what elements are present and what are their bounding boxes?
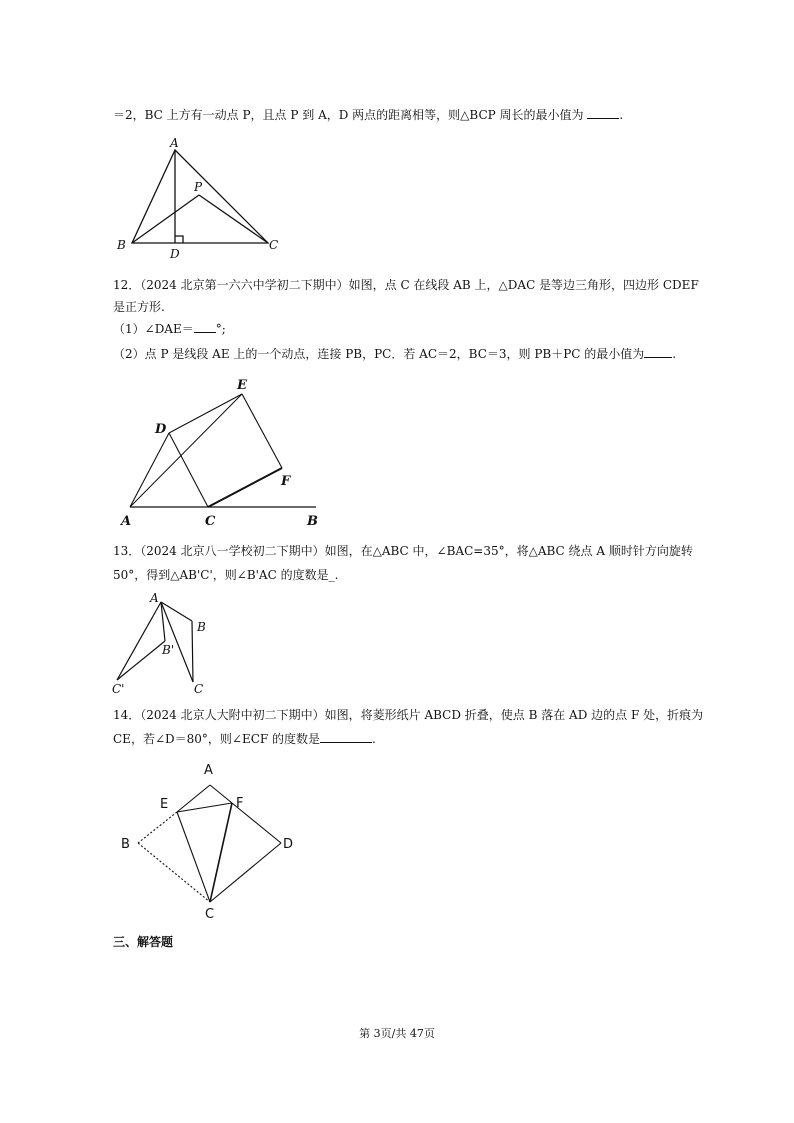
section-heading: 三、解答题	[113, 935, 174, 949]
q14-crease-ec	[177, 812, 210, 902]
q13-line2: 50°，得到△AB'C'，则∠B'AC 的度数是_.	[113, 568, 339, 582]
page-footer: 第 3页/共 47页	[359, 1027, 435, 1040]
q11-label-a: A	[170, 136, 179, 150]
q14-segment-af	[210, 785, 232, 803]
q12-label-a: A	[121, 514, 132, 529]
q14-label-e: E	[160, 797, 169, 812]
q13-line1: 13．（2024 北京八一学校初二下期中）如图，在△ABC 中，∠BAC=35°，将△ABC 绕点 A 顺时针方向旋转	[113, 544, 693, 558]
q14-line2-tail: .	[372, 732, 376, 746]
q14-dashed-eb	[138, 812, 177, 843]
q14-label-f: F	[236, 796, 244, 811]
q12-label-e: E	[237, 378, 247, 393]
q12-label-b: B	[307, 514, 318, 529]
q14-line1: 14．（2024 北京人大附中初二下期中）如图，将菱形纸片 ABCD 折叠，使点 B 落在 AD 边的点 F 处，折痕为	[113, 708, 704, 722]
q11-text-main: ＝2，BC 上方有一动点 P，且点 P 到 A，D 两点的距离相等，则△BCP 周长的最小值为	[113, 108, 584, 122]
q14-label-a: A	[204, 763, 213, 778]
q12-label-c: C	[205, 514, 216, 529]
q11-text-tail: .	[619, 108, 624, 122]
q12-label-f: F	[281, 474, 291, 489]
q13-label-b: B	[197, 620, 206, 634]
q12-label-d: D	[155, 422, 167, 437]
q13-label-a: A	[150, 591, 159, 605]
q13-label-c: C	[194, 682, 204, 696]
q13-label-c-prime: C'	[112, 682, 125, 696]
q12-line2: 是正方形.	[113, 300, 165, 314]
q11-label-p: P	[194, 180, 203, 194]
q13-label-b-prime: B'	[162, 643, 175, 657]
q11-label-c: C	[269, 238, 279, 252]
q12-line1: 12．（2024 北京第一六六中学初二下期中）如图，点 C 在线段 AB 上，△DAC 是等边三角形，四边形 CDEF	[113, 278, 699, 292]
q14-label-d: D	[283, 837, 294, 852]
q11-label-d: D	[170, 247, 180, 261]
q11-label-b: B	[117, 238, 126, 252]
q14-label-b: B	[121, 837, 130, 852]
q12-part1-tail: °;	[215, 322, 226, 336]
q12-part2-tail: .	[672, 347, 677, 361]
q12-part1-text: （1）∠DAE＝	[113, 322, 194, 336]
q14-label-c: C	[205, 907, 215, 922]
q14-line2-text: CE，若∠D＝80°，则∠ECF 的度数是	[113, 732, 321, 746]
q14-segment-ef	[177, 803, 232, 812]
q12-part2-text: （2）点 P 是线段 AE 上的一个动点，连接 PB，PC．若 AC＝2，BC＝3，则 PB＋PC 的最小值为	[113, 347, 645, 361]
